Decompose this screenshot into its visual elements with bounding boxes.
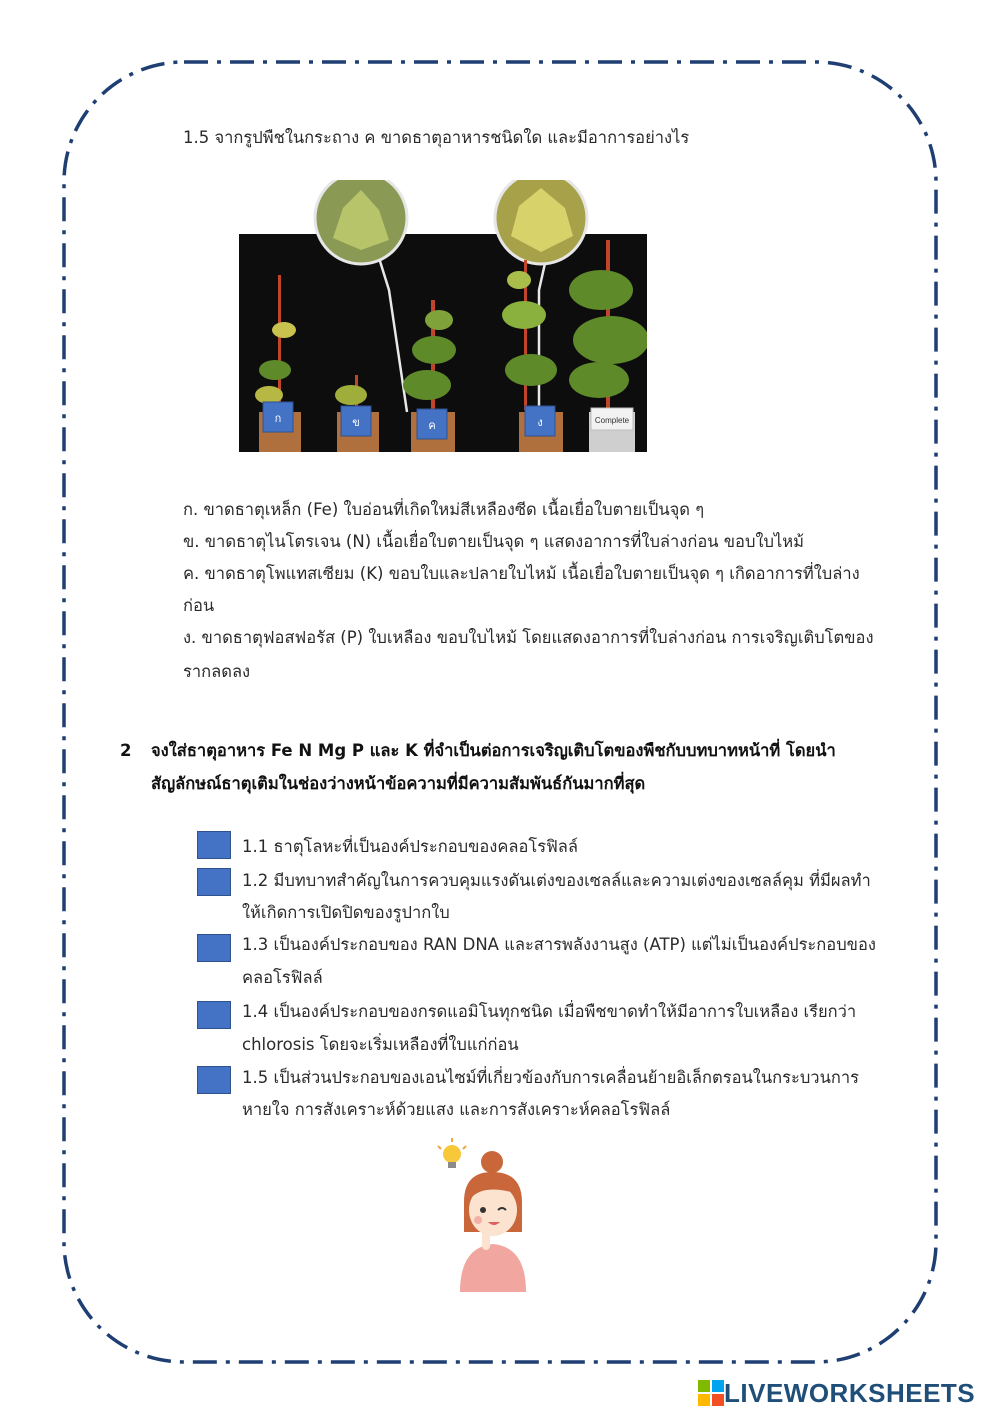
answer-box-1-2[interactable] xyxy=(197,868,231,896)
item-1-4-cont: chlorosis โดยจะเริ่มเหลืองที่ใบแก่ก่อน xyxy=(242,1035,519,1054)
lightbulb-icon xyxy=(438,1138,466,1168)
option-c[interactable]: ค. ขาดธาตุโพแทสเซียม (K) ขอบใบและปลายใบไหม้ เนื้อเยื่อใบตายเป็นจุด ๆ เกิดอาการที่ใบล่าง xyxy=(183,564,860,583)
item-1-2: 1.2 มีบทบาทสำคัญในการควบคุมแรงดันเต่งของเซลล์และความเต่งของเซลล์คุม ที่มีผลทำ xyxy=(242,871,871,890)
item-1-5-cont: หายใจ การสังเคราะห์ด้วยแสง และการสังเคราะห์คลอโรฟิลล์ xyxy=(242,1100,671,1119)
liveworksheets-logo xyxy=(698,1378,975,1408)
question-2-title-cont: สัญลักษณ์ธาตุเติมในช่องว่างหน้าข้อความที่มีความสัมพันธ์กันมากที่สุด xyxy=(151,774,646,793)
item-1-4: 1.4 เป็นองค์ประกอบของกรดแอมิโนทุกชนิด เมื่อพืชขาดทำให้มีอาการใบเหลือง เรียกว่า xyxy=(242,1002,857,1021)
liveworksheets-logo-icon xyxy=(698,1380,724,1406)
option-c-cont: ก่อน xyxy=(183,596,215,615)
question-2-title: จงใส่ธาตุอาหาร Fe N Mg P และ K ที่จำเป็นต่อการเจริญเติบโตของพืชกับบทบาทหน้าที่ โดยนำ xyxy=(151,741,836,760)
answer-box-1-3[interactable] xyxy=(197,934,231,962)
option-a[interactable]: ก. ขาดธาตุเหล็ก (Fe) ใบอ่อนที่เกิดใหม่สีเหลืองซีด เนื้อเยื่อใบตายเป็นจุด ๆ xyxy=(183,500,705,519)
question-1-5-prompt: 1.5 จากรูปพืชในกระถาง ค ขาดธาตุอาหารชนิดใด และมีอาการอย่างไร xyxy=(183,128,690,147)
girl-lightbulb-illustration xyxy=(430,1132,540,1292)
liveworksheets-logo-text: LIVEWORKSHEETS xyxy=(724,1377,976,1408)
pot-label-c: ค xyxy=(428,420,436,432)
answer-box-1-4[interactable] xyxy=(197,1001,231,1029)
option-b[interactable]: ข. ขาดธาตุไนโตรเจน (N) เนื้อเยื่อใบตายเป็นจุด ๆ แสดงอาการที่ใบล่างก่อน ขอบใบไหม้ xyxy=(183,532,805,551)
item-1-5: 1.5 เป็นส่วนประกอบของเอนไซม์ที่เกี่ยวข้องกับการเคลื่อนย้ายอิเล็กตรอนในกระบวนการ xyxy=(242,1068,859,1087)
pot-label-a: ก xyxy=(274,413,282,425)
item-1-3: 1.3 เป็นองค์ประกอบของ RAN DNA และสารพลังงานสูง (ATP) แต่ไม่เป็นองค์ประกอบของ xyxy=(242,935,876,954)
pot-label-complete: Complete xyxy=(594,416,630,425)
item-1-3-cont: คลอโรฟิลล์ xyxy=(242,968,323,987)
item-1-2-cont: ให้เกิดการเปิดปิดของรูปากใบ xyxy=(242,903,450,922)
pot-label-d: ง xyxy=(537,417,543,429)
plant-pots-photo xyxy=(239,180,647,452)
answer-box-1-5[interactable] xyxy=(197,1066,231,1094)
item-1-1: 1.1 ธาตุโลหะที่เป็นองค์ประกอบของคลอโรฟิลล์ xyxy=(242,837,579,856)
question-2-number: 2 xyxy=(120,741,132,760)
answer-box-1-1[interactable] xyxy=(197,831,231,859)
pot-label-b: ข xyxy=(352,417,360,429)
option-d-cont: รากลดลง xyxy=(183,662,251,681)
option-d[interactable]: ง. ขาดธาตุฟอสฟอรัส (P) ใบเหลือง ขอบใบไหม้ โดยแสดงอาการที่ใบล่างก่อน การเจริญเติบโตของ xyxy=(183,628,874,647)
